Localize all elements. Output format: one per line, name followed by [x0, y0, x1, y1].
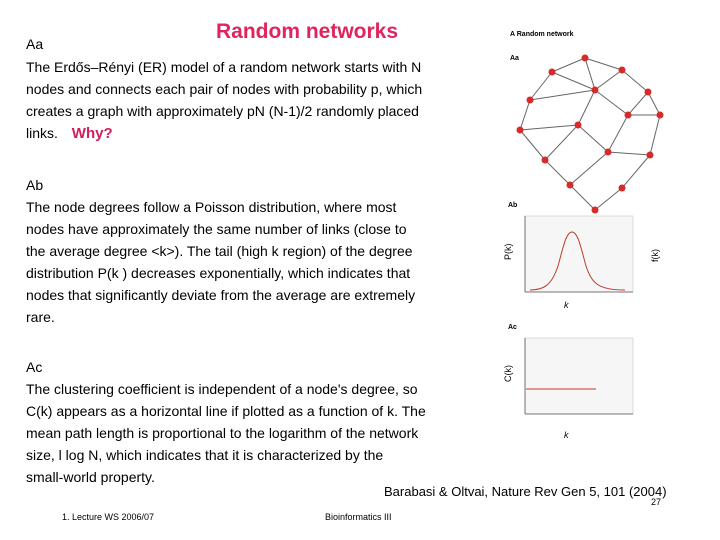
page-number: 27 [651, 497, 662, 507]
network-node [549, 69, 556, 76]
ac-plot-frame [525, 338, 633, 414]
network-node [527, 97, 534, 104]
network-node [567, 182, 574, 189]
network-nodes [517, 55, 664, 214]
section-aa-line: nodes and connects each pair of nodes with probability p, which [26, 81, 423, 97]
ac-x-label: k [564, 430, 569, 440]
section-ac-line: C(k) appears as a horizontal line if plotted as a function of k. The [26, 403, 426, 419]
network-node [647, 152, 654, 159]
network-node [592, 207, 599, 214]
network-node [592, 87, 599, 94]
section-ac-label: Ac [26, 359, 43, 375]
network-node [619, 185, 626, 192]
ab-y-label: P(k) [503, 243, 513, 260]
section-aa-last-line [26, 122, 422, 145]
section-aa-line: The Erdős–Rényi (ER) model of a random network starts with N [26, 59, 422, 75]
footer-lecture: 1. Lecture WS 2006/07 [62, 512, 155, 522]
page-title: Random networks [216, 20, 399, 43]
section-ac-text [26, 356, 426, 488]
section-aa-label: Aa [26, 36, 44, 52]
network-node [657, 112, 664, 119]
section-ab-line: distribution P(k ) decreases exponentially, which indicates that [26, 265, 411, 281]
section-ac-line: mean path length is proportional to the logarithm of the network [26, 425, 419, 441]
footer-course: Bioinformatics III [325, 512, 392, 522]
section-aa-text [26, 56, 422, 145]
section-ab-line: The node degrees follow a Poisson distribution, where most [26, 199, 397, 215]
section-ab-line: rare. [26, 309, 55, 325]
citation: Barabasi & Oltvai, Nature Rev Gen 5, 101 (2004) [384, 484, 667, 499]
network-node [582, 55, 589, 62]
network-node [542, 157, 549, 164]
side-mark: f(k) [650, 249, 660, 262]
section-aa-line: creates a graph with approximately pN (N-1)/2 randomly placed [26, 103, 419, 119]
ac-y-label: C(k) [503, 365, 513, 382]
why-question: Why? [71, 125, 113, 142]
section-ab-label: Ab [26, 177, 44, 193]
panel-ab-label: Ab [508, 202, 518, 209]
section-ab-line: nodes have approximately the same number of links (close to [26, 221, 407, 237]
network-edges [520, 58, 660, 210]
section-ab-line: the average degree <k>). The tail (high k region) of the degree [26, 243, 413, 259]
network-node [625, 112, 632, 119]
random-network-figure [500, 20, 720, 450]
network-node [575, 122, 582, 129]
panel-ac-label: Ac [508, 324, 517, 331]
section-ac-line: small-world property. [26, 469, 155, 485]
section-ac-line: size, l log N, which indicates that it is characterized by the [26, 447, 384, 463]
section-ab-line: nodes that significantly deviate from the average are extremely [26, 287, 416, 303]
network-node [619, 67, 626, 74]
section-ab-text [26, 174, 415, 328]
ab-x-label: k [564, 300, 569, 310]
panel-aa-label: Aa [510, 55, 519, 62]
section-ac-line: The clustering coefficient is independent of a node's degree, so [26, 381, 418, 397]
network-node [605, 149, 612, 156]
figure-header: A Random network [510, 31, 574, 38]
section-aa-line: links. [26, 125, 58, 141]
network-node [517, 127, 524, 134]
ab-plot-frame [525, 216, 633, 292]
network-node [645, 89, 652, 96]
